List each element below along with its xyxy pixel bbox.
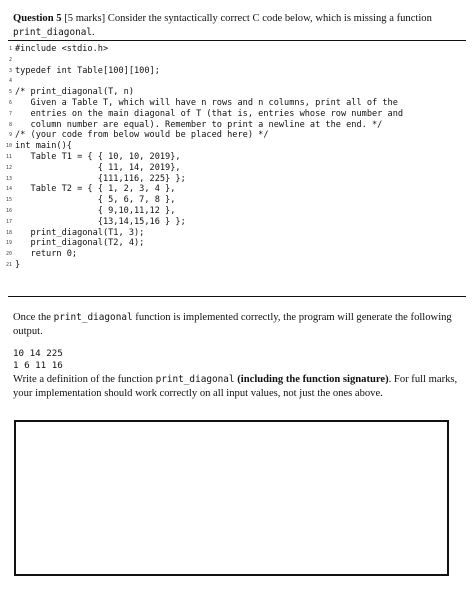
code-line (5, 205, 466, 217)
line-number: 7 (8, 110, 12, 117)
code-line (5, 227, 466, 239)
question-header (13, 12, 458, 40)
code-text: /* (your code from below would be placed here) */ (15, 130, 269, 141)
code-line (5, 216, 466, 228)
instruction-pre: Write a definition of the function (13, 374, 153, 385)
code-text: {13,14,15,16 } }; (15, 216, 186, 227)
explanation-post: function is implemented correctly, the program will generate the following output. (13, 312, 452, 337)
code-line (5, 184, 466, 195)
line-number: 1 (8, 46, 12, 52)
code-bottom-rule (8, 296, 466, 297)
code-text: typedef int Table[100][100]; (15, 65, 160, 76)
line-number: 12 (5, 164, 12, 171)
line-number: 17 (5, 218, 12, 225)
code-line (8, 44, 466, 55)
answer-box[interactable] (14, 420, 449, 576)
line-number: 15 (5, 197, 12, 204)
code-line (8, 120, 466, 131)
line-number: 13 (5, 175, 12, 182)
code-line (8, 109, 466, 120)
code-line (5, 151, 466, 163)
code-line (5, 173, 466, 185)
code-line (8, 98, 466, 109)
line-number: 9 (8, 132, 12, 139)
explanation-pre: Once the (13, 312, 51, 323)
code-text: Given a Table T, which will have n rows and n columns, print all of the (15, 97, 398, 108)
code-listing (5, 44, 466, 271)
code-text: } (15, 259, 21, 270)
code-text: { 11, 14, 2019}, (15, 162, 181, 173)
code-text: Table T1 = { { 10, 10, 2019}, (15, 151, 181, 162)
line-number: 6 (8, 99, 12, 106)
code-line (5, 162, 466, 174)
output-line: 1 6 11 16 (13, 360, 63, 371)
line-number: 5 (8, 89, 12, 96)
code-text: entries on the main diagonal of T (that is, entries whose row number and (15, 108, 404, 119)
code-line (5, 141, 466, 152)
code-line (5, 249, 466, 260)
code-text: { 5, 6, 7, 8 }, (15, 195, 176, 206)
code-text: Table T2 = { { 1, 2, 3, 4 }, (15, 184, 176, 195)
question-number: Question 5 (13, 13, 62, 24)
instruction-post: . For full marks, your implementation should work correctly on all input values, not just the ones above. (13, 374, 458, 399)
line-number: 10 (5, 143, 12, 150)
code-line (8, 130, 466, 141)
line-number: 16 (5, 207, 12, 214)
code-line (5, 259, 466, 271)
code-text: /* print_diagonal(T, n) (15, 87, 134, 98)
line-number: 11 (5, 153, 12, 160)
line-number: 4 (8, 78, 12, 85)
code-text: print_diagonal(T2, 4); (15, 238, 145, 249)
instruction-bold: (including the function signature) (237, 374, 389, 385)
code-line (5, 195, 466, 206)
code-text: int main(){ (15, 141, 72, 152)
code-top-rule (8, 40, 466, 41)
line-number: 8 (8, 121, 12, 128)
code-text: #include <stdio.h> (15, 44, 109, 54)
explanation-function-name: print_diagonal (53, 312, 133, 323)
line-number: 20 (5, 251, 12, 258)
line-number: 3 (8, 67, 12, 74)
code-text: column number are equal). Remember to print a newline at the end. */ (15, 119, 383, 130)
code-line (8, 76, 466, 87)
instruction-paragraph (13, 373, 461, 400)
line-number: 21 (5, 261, 12, 268)
code-text: return 0; (15, 249, 78, 260)
line-number: 18 (5, 229, 12, 236)
question-intro-end: . (92, 27, 95, 38)
code-line (8, 66, 466, 77)
output-line: 10 14 225 (13, 348, 63, 359)
code-text: print_diagonal(T1, 3); (15, 227, 145, 238)
explanation-paragraph (13, 311, 461, 338)
line-number: 19 (5, 240, 12, 247)
function-name: print_diagonal (13, 27, 93, 38)
line-number: 14 (5, 186, 12, 193)
instruction-function-name: print_diagonal (155, 374, 235, 385)
code-line (8, 87, 466, 98)
question-intro: Consider the syntactically correct C code below, which is missing a function (107, 13, 432, 24)
code-text: { 9,10,11,12 }, (15, 205, 176, 216)
question-marks: [5 marks] (64, 13, 106, 24)
line-number: 2 (8, 56, 12, 63)
code-line (8, 55, 466, 66)
code-text: {111,116, 225} }; (15, 173, 186, 184)
code-line (5, 238, 466, 249)
program-output (13, 348, 63, 372)
